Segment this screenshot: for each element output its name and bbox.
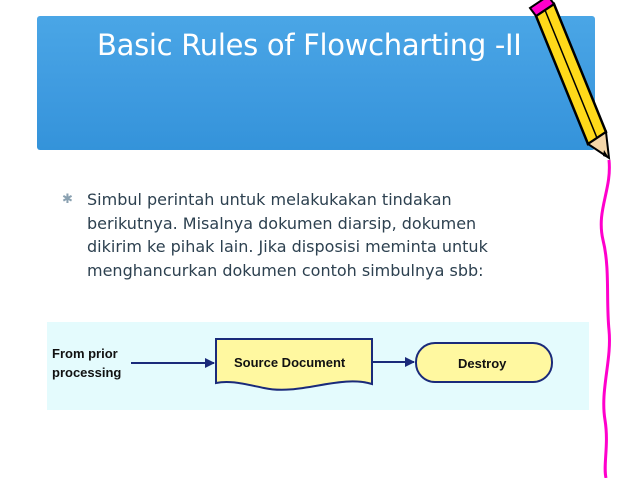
source-label-line: From prior: [52, 346, 118, 361]
bullet-star-icon: ✱: [62, 192, 73, 207]
bullet-line: Simbul perintah untuk melakukakan tindakan: [87, 190, 452, 209]
source-label: [52, 344, 121, 382]
bullet-line: menghancurkan dokumen contoh simbulnya sbb:: [87, 260, 484, 280]
slide-title: Basic Rules of Flowcharting -II: [97, 28, 522, 62]
bullet-line: berikutnya. Misalnya dokumen diarsip, dokumen: [87, 213, 477, 233]
document-label: Source Document: [234, 355, 346, 370]
source-label-line: processing: [52, 365, 122, 380]
terminal-label: Destroy: [458, 356, 507, 371]
bullet-line: dikirim ke pihak lain. Jika disposisi meminta untuk: [87, 237, 488, 256]
